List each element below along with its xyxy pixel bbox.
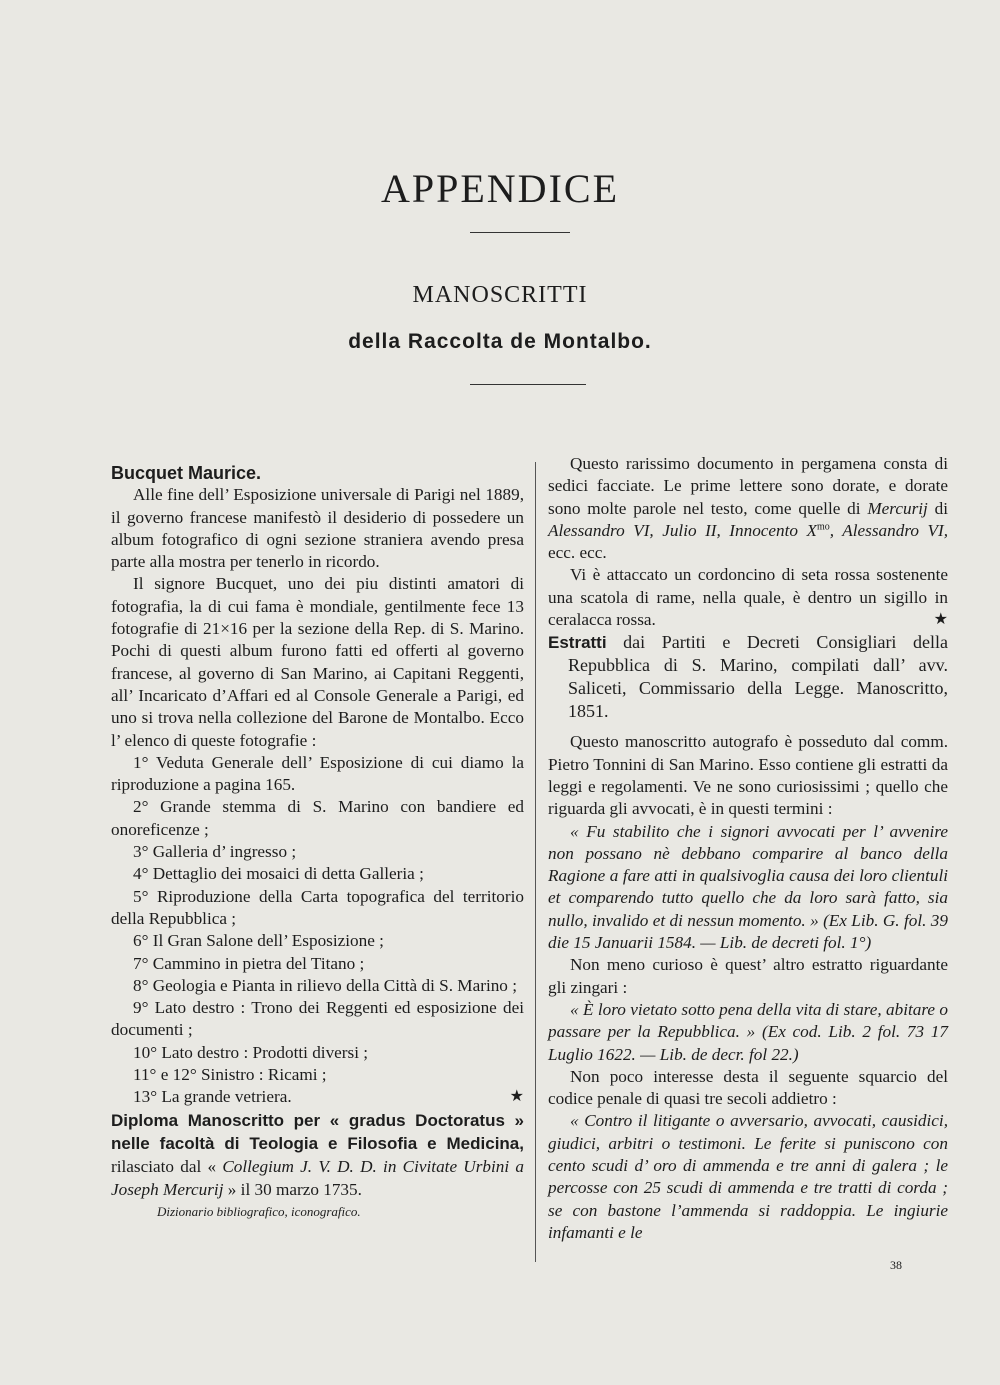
list-item: 2° Grande stemma di S. Marino con bandiere ed onoreficenze ; — [111, 797, 524, 839]
left-column — [111, 462, 524, 1223]
paragraph: Il signore Bucquet, uno dei piu distinti amatori di fotografia, la di cui fama è mondiale, gentilmente fece 13 fotografie di 21×16 per la sezione della Rep. di S. Marino. Pochi di questi album furono fatti ed offerti al governo francese, al governo di San Marino, ai Capitani Reggenti, all’ Incaricato d’Affari ed al Console Generale a Parigi, ed uno si trova nella collezione del Barone de Montalbo. Ecco l’ elenco di queste fotografie : — [111, 574, 524, 750]
list-item: 10° Lato destro : Prodotti diversi ; — [133, 1042, 369, 1062]
entry-estratti — [548, 631, 948, 723]
paragraph: Alle fine dell’ Esposizione universale di Parigi nel 1889, il governo francese manifestò il desiderio di possedere un album fotografico di ogni sezione straniera avendo presa parte alla mostra per tenerlo in ricordo. — [111, 485, 524, 572]
column-divider — [535, 462, 536, 1262]
page-title: APPENDICE — [380, 166, 620, 211]
quotation: « Contro il litigante o avversario, avvocati, causidici, giudici, arbitri o testimoni. Le ferite si puniscono con cento scudi d’ oro di ammenda e tre anni di galera ; le percosse con 25 scudi di ammenda e tre tratti di corda ; se con bastone l’ammenda si raddoppia. Le ingiurie infamanti e le — [548, 1111, 948, 1242]
entry-heading-estratti: Estratti — [548, 633, 607, 653]
star-icon: ★ — [509, 1088, 524, 1106]
list-item-text: 13° La grande vetriera. — [133, 1087, 292, 1107]
text-run: Vi è attaccato un cordoncino di seta rossa sostenente una scatola di rame, nella quale, è dentro un sigillo in ceralacca rossa. — [548, 565, 948, 630]
diploma-text: » il 30 marzo 1735. — [223, 1179, 362, 1199]
list-item: 11° e 12° Sinistro : Ricami ; — [133, 1065, 327, 1085]
list-item: 1° Veduta Generale dell’ Esposizione di cui diamo la riproduzione a pagina 165. — [111, 752, 524, 795]
footnote: Dizionario bibliografico, iconografico. — [157, 1203, 361, 1219]
subtitle-divider — [470, 384, 586, 385]
list-item: 4° Dettaglio dei mosaici di detta Galleria ; — [133, 864, 424, 884]
paragraph: Non poco interesse desta il seguente squarcio del codice penale di quasi tre secoli addietro : — [548, 1066, 948, 1109]
entry-diploma — [111, 1109, 524, 1201]
paragraph — [548, 453, 948, 564]
quotation: « È loro vietato sotto pena della vita di stare, abitare o passare per la Repubblica. » (Ex cod. Lib. 2 fol. 73 17 Luglio 1622. — Lib. de decr. fol 22.) — [548, 999, 948, 1064]
text-run: ecc. ecc. — [548, 543, 607, 563]
italic-run: , Alessandro VI, — [829, 520, 948, 540]
estratti-text: dai Partiti e Decreti Consigliari della Repubblica di S. Marino, compilati dall’ avv. Saliceti, Commissario della Legge. Manoscritto, 1851. — [568, 632, 948, 722]
superscript: mo — [817, 521, 830, 533]
entry-heading-diploma: Diploma Manoscritto per « gradus Doctoratus » nelle facoltà di Teologia e Filosofia e Medicina, — [111, 1110, 524, 1153]
italic-run: Mercurij — [867, 498, 928, 518]
text-run: di — [927, 498, 948, 518]
section-title: MANOSCRITTI — [412, 282, 588, 308]
italic-run: Alessandro VI, Julio II, Innocento X — [548, 520, 818, 540]
list-item: 6° Il Gran Salone dell’ Esposizione ; — [133, 931, 384, 951]
entry-heading-bucquet: Bucquet Maurice. — [111, 463, 262, 483]
title-divider — [470, 232, 570, 233]
list-item: 8° Geologia e Pianta in rilievo della Città di S. Marino ; — [133, 975, 517, 995]
list-item: 9° Lato destro : Trono dei Reggenti ed esposizione dei documenti ; — [111, 998, 524, 1040]
diploma-text: rilasciato dal « — [111, 1156, 223, 1176]
text-run: Questo rarissimo documento in pergamena consta di sedici facciate. Le prime lettere sono dorate, e dorate sono molte parole nel testo, come quelle di — [548, 454, 948, 518]
quotation: « Fu stabilito che i signori avvocati per l’ avvenire non possano nè debbano comparire al banco della Ragione a fare atti in qualsivoglia causa dei loro clientuli et comparendo tutto quello che da loro sarà fatto, sia nullo, invalido et di nessun momento. » (Ex Lib. G. fol. 39 die 15 Januarii 1584. — Lib. de decreti fol. 1°) — [548, 821, 948, 953]
list-item: 5° Riproduzione della Carta topografica del territorio della Repubblica ; — [111, 886, 524, 928]
paragraph: Non meno curioso è quest’ altro estratto riguardante gli zingari : — [548, 955, 948, 997]
section-subtitle: della Raccolta de Montalbo. — [348, 330, 652, 353]
list-item: 3° Galleria d’ ingresso ; — [133, 842, 297, 862]
paragraph: Questo manoscritto autografo è posseduto dal comm. Pietro Tonnini di San Marino. Esso contiene gli estratti da leggi e regolamenti. Ve ne sono curiosissimi ; quello che riguarda gli avvocati, è in questi termini : — [548, 732, 948, 819]
right-column — [548, 453, 948, 1244]
list-item — [111, 1086, 524, 1108]
page-number: 38 — [890, 1258, 902, 1272]
diploma-italic: Collegium J. V. D. D. in Civitate Urbini a Joseph Mercurij — [111, 1156, 524, 1199]
list-item: 7° Cammino in pietra del Titano ; — [133, 953, 365, 973]
star-icon: ★ — [933, 611, 948, 629]
paragraph — [548, 564, 948, 631]
